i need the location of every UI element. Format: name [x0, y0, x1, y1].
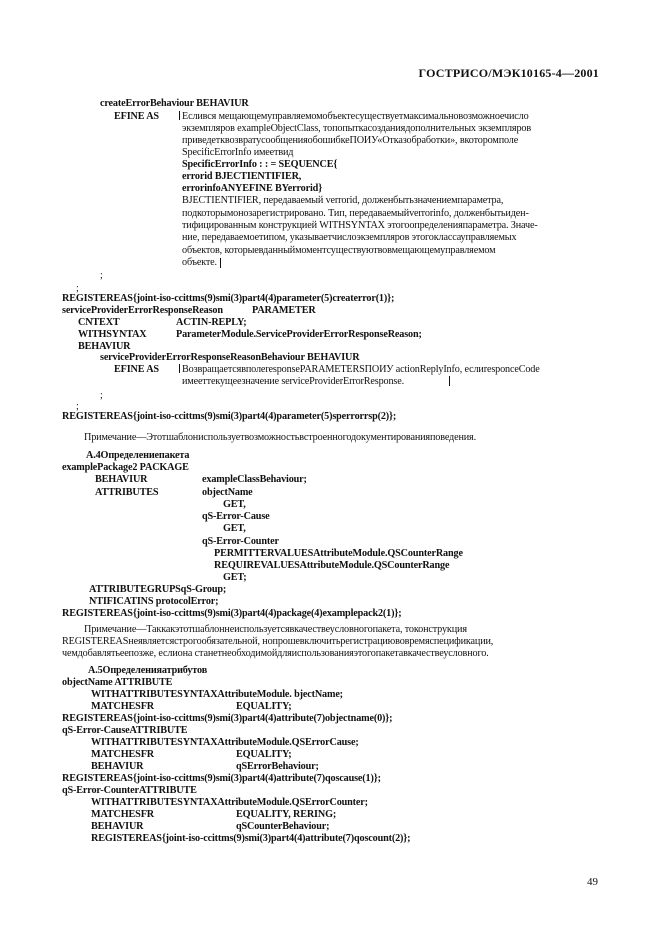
text-line: errorid BJECTIENTIFIER, — [182, 171, 302, 182]
text-line: REGISTEREAS{joint-iso-ccittms(9)smi(3)part4(4)attribute(7)qoscause(1)}; — [62, 773, 381, 784]
text-line: qS-Error-CounterATTRIBUTE — [62, 785, 197, 796]
text-line: экземпляров exampleObjectClass, топопыткасозданиядополнительных экземпляров — [182, 123, 532, 134]
text-line: объекте. — [182, 257, 217, 268]
text-line: ParameterModule.ServiceProviderErrorResponseReason; — [176, 329, 422, 340]
text-line: объектов, которыевданныймоментсуществуютвовмещающемуправляемом — [182, 245, 496, 256]
text-line: приведетквозвратусообщенияобошибкеПОИУ«Отказобработки», вкоторомполе — [182, 135, 519, 146]
document-header: ГОСТРИСО/МЭК10165-4—2001 — [418, 66, 599, 80]
text-line: serviceProviderErrorResponseReasonBehaviour BEHAVIUR — [100, 352, 360, 363]
text-line: errorinfoANYEFINE BYerrorid} — [182, 183, 323, 194]
text-line: ; — [100, 270, 103, 281]
text-line: CNTEXT — [78, 317, 120, 328]
text-line: BEHAVIUR — [91, 821, 144, 832]
text-line: REQUIREVALUESAttributeModule.QSCounterRange — [214, 560, 450, 571]
text-line: A.5Определенияатрибутов — [88, 665, 208, 676]
text-line: Еслився мещающемуправляемомобъектесуществуетмаксимальновозможноечисло — [182, 111, 529, 122]
text-marker-bar — [220, 258, 221, 268]
text-marker-bar — [449, 376, 450, 386]
text-line: BEHAVIUR — [95, 474, 148, 485]
text-line: MATCHESFR — [91, 809, 154, 820]
text-line: GET, — [223, 499, 246, 510]
text-line: REGISTEREAS{joint-iso-ccittms(9)smi(3)part4(4)parameter(5)sperrorrsp(2)}; — [62, 411, 397, 422]
text-line: BEHAVIUR — [78, 341, 131, 352]
text-line: REGISTEREASнеявляетсястрогообязательной, нопрошевключитьрегистрациювовремяспецификации, — [62, 636, 494, 647]
text-line: EQUALITY, RERING; — [236, 809, 337, 820]
text-line: EQUALITY; — [236, 701, 292, 712]
text-line: WITHSYNTAX — [78, 329, 147, 340]
text-line: ние, передаваемоетипом, указываетчислоэкземпляров этогоклассауправляемых — [182, 232, 517, 243]
text-line: qS-Error-Cause — [202, 511, 270, 522]
text-line: EFINE AS — [114, 364, 159, 375]
text-line: qS-Error-CauseATTRIBUTE — [62, 725, 188, 736]
text-line: имееттекущеезначение serviceProviderErrorResponse. — [182, 376, 405, 387]
text-line: qSCounterBehaviour; — [236, 821, 330, 832]
text-marker-bar — [179, 364, 180, 373]
text-line: createErrorBehaviour BEHAVIUR — [100, 98, 249, 109]
text-line: serviceProviderErrorResponseReason — [62, 305, 223, 316]
text-line: тифицированным конструкцией WITHSYNTAX этогоопределенияпараметра. Значе- — [182, 220, 538, 231]
text-line: REGISTEREAS{joint-iso-ccittms(9)smi(3)part4(4)attribute(7)objectname(0)}; — [62, 713, 393, 724]
text-line: EQUALITY; — [236, 749, 292, 760]
text-line: SpecificErrorInfo имеетвид — [182, 147, 294, 158]
text-line: REGISTEREAS{joint-iso-ccittms(9)smi(3)part4(4)attribute(7)qoscount(2)}; — [91, 833, 411, 844]
text-line: EFINE AS — [114, 111, 159, 122]
text-line: BEHAVIUR — [91, 761, 144, 772]
text-line: qS-Error-Counter — [202, 536, 279, 547]
text-line: WITHATTRIBUTESYNTAXAttributeModule.QSErrorCounter; — [91, 797, 368, 808]
text-line: objectName ATTRIBUTE — [62, 677, 173, 688]
text-line: REGISTEREAS{joint-iso-ccittms(9)smi(3)part4(4)package(4)examplepack2(1)}; — [62, 608, 402, 619]
text-line: ; — [76, 283, 79, 294]
text-line: SpecificErrorInfo : : = SEQUENCE{ — [182, 159, 338, 170]
page-number: 49 — [587, 876, 598, 888]
text-line: A.4Определениепакета — [86, 450, 190, 461]
text-line: examplePackage2 PACKAGE — [62, 462, 189, 473]
text-line: GET; — [223, 572, 247, 583]
text-line: ACTIN-REPLY; — [176, 317, 247, 328]
text-line: ATTRIBUTES — [95, 487, 159, 498]
text-line: чемдобавлятьеепозже, еслиона станетнеобходимойдляиспользованияэтогопакетавкачествеусловного. — [62, 648, 489, 659]
text-line: exampleClassBehaviour; — [202, 474, 307, 485]
text-line: MATCHESFR — [91, 749, 154, 760]
text-line: BJECTIENTIFIER, передаваемый verrorid, долженбытьзначениемпараметра, — [182, 195, 504, 206]
text-line: GET, — [223, 523, 246, 534]
text-line: ВозвращаетсявполеresponsePARAMETERSПОИУ actionReplyInfo, еслиresponceCode — [182, 364, 540, 375]
text-line: MATCHESFR — [91, 701, 154, 712]
text-line: ; — [76, 401, 79, 412]
text-line: Примечание—Таккакэтотшаблоннеиспользуетсявкачествеусловногопакета, токонструкция — [84, 624, 467, 635]
text-line: ; — [100, 390, 103, 401]
text-line: подкоторымонозарегистрировано. Тип, передаваемыйverrorinfo, долженбытьиден- — [182, 208, 529, 219]
text-line: NTIFICATINS protocolError; — [89, 596, 219, 607]
text-line: qSErrorBehaviour; — [236, 761, 319, 772]
text-marker-bar — [179, 111, 180, 120]
text-line: objectName — [202, 487, 253, 498]
text-line: ATTRIBUTEGRUPSqS-Group; — [89, 584, 227, 595]
text-line: REGISTEREAS{joint-iso-ccittms(9)smi(3)part4(4)parameter(5)createrror(1)}; — [62, 293, 395, 304]
text-line: WITHATTRIBUTESYNTAXAttributeModule.QSErrorCause; — [91, 737, 359, 748]
text-line: PARAMETER — [252, 305, 316, 316]
text-line: WITHATTRIBUTESYNTAXAttributeModule. bjectName; — [91, 689, 343, 700]
text-line: Примечание—Этотшаблониспользуетвозможностьвстроенногодокументированияповедения. — [84, 432, 476, 443]
text-line: PERMITTERVALUESAttributeModule.QSCounterRange — [214, 548, 463, 559]
